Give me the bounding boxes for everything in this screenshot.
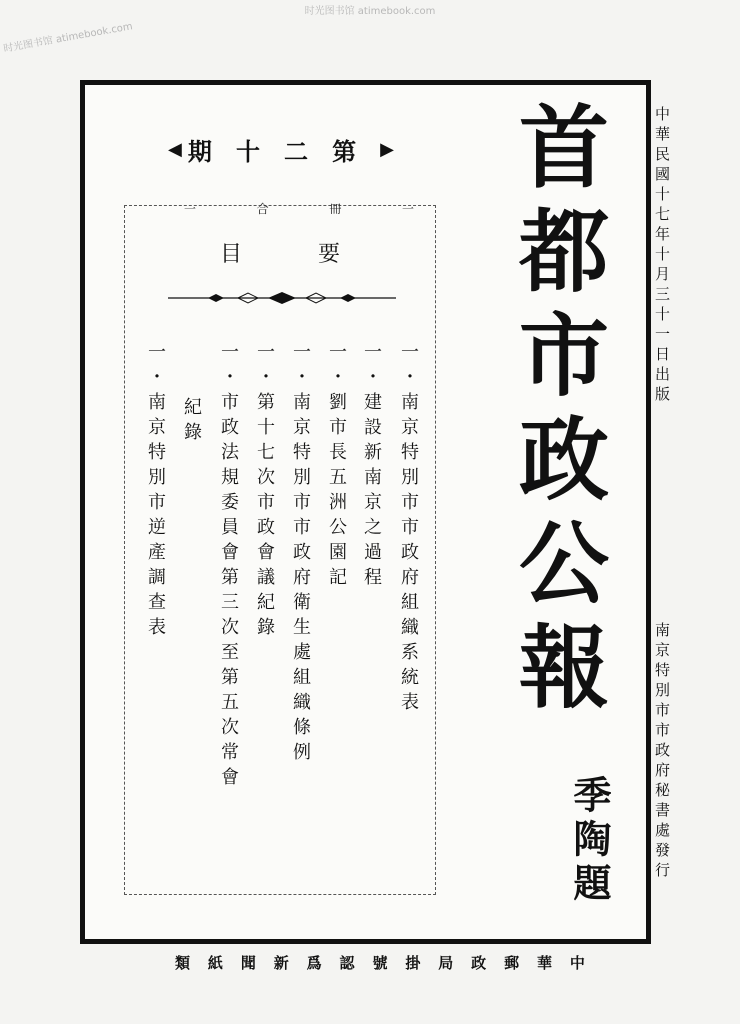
watermark-diagonal: 时光图书馆 atimebook.com bbox=[2, 21, 134, 55]
toc-title-char: 要 bbox=[317, 242, 340, 267]
postal-registration-char: 類 bbox=[175, 954, 191, 972]
toc-caption-char: 冊 bbox=[329, 202, 342, 216]
toc-item: 一・南京特別市逆產調查表 bbox=[145, 342, 166, 642]
table-of-contents-box bbox=[124, 205, 436, 895]
issue-char: 二 bbox=[284, 136, 327, 166]
toc-item: 一・市政法規委員會第三次至第五次常會 bbox=[218, 342, 239, 792]
postal-registration-char: 政 bbox=[471, 954, 487, 972]
postal-registration-char: 紙 bbox=[207, 954, 223, 972]
issue-char: 第 bbox=[332, 136, 375, 166]
watermark-top: 时光图书馆 atimebook.com bbox=[304, 6, 436, 17]
toc-caption-char: 一 bbox=[401, 202, 414, 216]
postal-registration-char: 華 bbox=[536, 954, 552, 972]
calligrapher-signature: 季陶題 bbox=[567, 775, 612, 907]
postal-registration-char: 掛 bbox=[405, 954, 421, 972]
toc-item: 一・南京特別市市政府組織系統表 bbox=[398, 342, 419, 717]
publisher: 南京特別市市政府秘書處發行 bbox=[653, 622, 671, 882]
toc-item: 一・劉市長五洲公園記 bbox=[326, 342, 347, 592]
toc-item: 一・第十七次市政會議紀錄 bbox=[254, 342, 275, 642]
issue-number-bar bbox=[168, 136, 394, 166]
postal-registration-char: 聞 bbox=[240, 954, 256, 972]
postal-registration-char: 郵 bbox=[504, 954, 520, 972]
postal-registration-char: 中 bbox=[569, 954, 585, 972]
masthead-title: 首都市政公報 bbox=[503, 100, 608, 724]
postal-registration-char: 局 bbox=[438, 954, 454, 972]
toc-caption-char: 一 bbox=[184, 202, 197, 216]
toc-caption-char: 合 bbox=[256, 202, 269, 216]
postal-registration-char: 爲 bbox=[306, 954, 322, 972]
postal-registration-char: 認 bbox=[339, 954, 355, 972]
postal-registration bbox=[175, 952, 585, 973]
postal-registration-char: 新 bbox=[273, 954, 289, 972]
toc-item: 一・南京特別市市政府衛生處組織條例 bbox=[290, 342, 311, 767]
toc-item: 紀錄 bbox=[181, 397, 202, 447]
toc-title-char: 目 bbox=[220, 242, 243, 267]
right-triangle-icon: ▶ bbox=[380, 138, 394, 160]
toc-caption bbox=[184, 200, 414, 217]
issue-char: 十 bbox=[235, 136, 278, 166]
toc-title bbox=[220, 237, 340, 268]
publication-date: 中華民國十七年十月三十一日出版 bbox=[653, 106, 671, 406]
left-triangle-icon: ◀ bbox=[168, 138, 182, 160]
postal-registration-char: 號 bbox=[372, 954, 388, 972]
ornament-divider bbox=[168, 292, 396, 304]
issue-char: 期 bbox=[187, 136, 230, 166]
toc-item: 一・建設新南京之過程 bbox=[361, 342, 382, 592]
